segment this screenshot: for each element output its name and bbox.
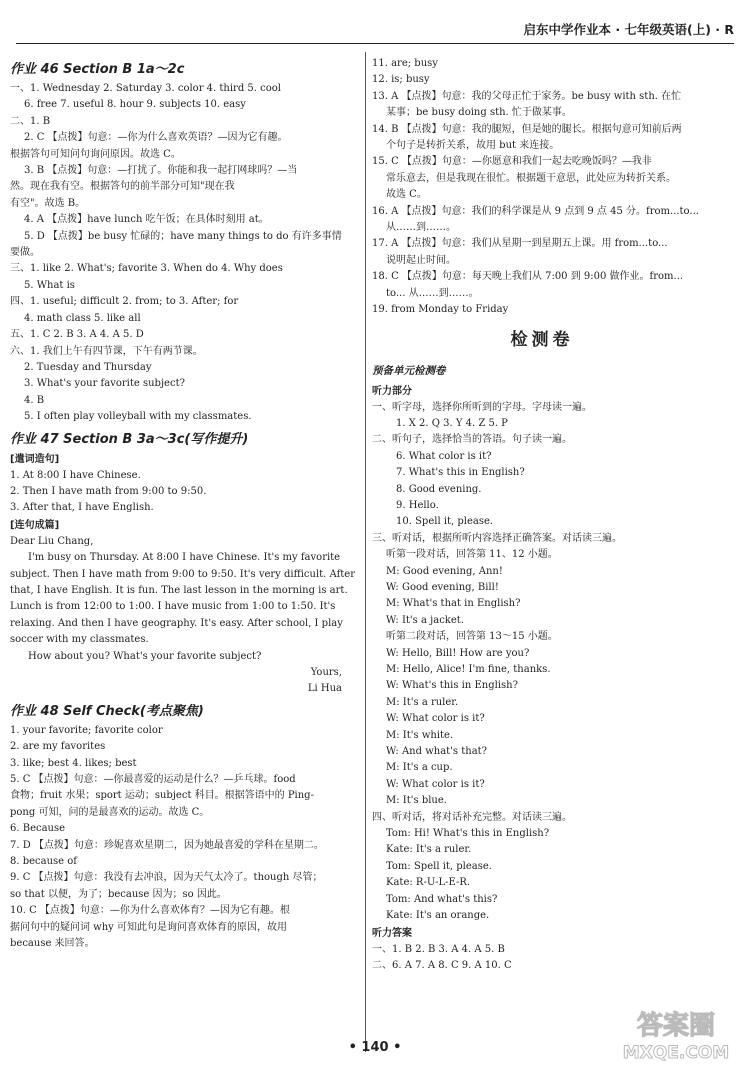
answer-line: W: And what's that?: [386, 746, 488, 758]
answer-line: 3. B 【点拨】句意：—打扰了。你能和我一起打网球吗？—当: [24, 165, 298, 177]
answer-line: W: What color is it?: [386, 778, 485, 790]
answer-line: W: It's a jacket.: [386, 614, 464, 626]
answer-line: 据问句中的疑问词 why 可知此句是询问喜欢体育的原因，故用: [10, 921, 288, 933]
answer-line: M: Good evening, Ann!: [386, 565, 503, 577]
watermark-logo: [612, 1004, 740, 1064]
right-column: [372, 56, 712, 974]
answer-line: W: Good evening, Bill!: [386, 581, 499, 593]
answer-line: M: It's a cup.: [386, 762, 453, 774]
section-title: 检测卷: [510, 329, 574, 350]
answer-line: 故选 C。: [386, 189, 427, 201]
answer-line: 11. are; busy: [372, 58, 438, 69]
answer-line: 食物；fruit 水果；sport 运动；subject 科目。根据答语中的 Ping-: [10, 790, 314, 802]
answer-line: subject. Then I have math from 9:00 to 9:50. It's very difficult. After: [10, 568, 355, 580]
answer-line: 15. C 【点拨】句意：—你愿意和我们一起去吃晚饭吗？—我非: [372, 156, 652, 168]
answer-line: 4. A 【点拨】have lunch 吃午饭；在具体时刻用 at。: [24, 214, 269, 226]
assignment-heading: 作业 47 Section B 3a～3c(写作提升): [10, 431, 249, 447]
answer-line: 2. C 【点拨】句意：—你为什么喜欢英语？—因为它有趣。: [24, 132, 288, 144]
letter-paragraph-line: I'm busy on Thursday. At 8:00 I have Chinese. It's my favorite: [28, 552, 341, 564]
answer-line: Tom: And what's this?: [386, 893, 498, 905]
answer-line: 9. Hello.: [396, 499, 439, 511]
answer-line: 5. C 【点拨】句意：—你最喜爱的运动是什么？—乒乓球。food: [10, 774, 296, 786]
answer-line: M: It's white.: [386, 729, 454, 741]
answer-line: 18. C 【点拨】句意：每天晚上我们从 7:00 到 9:00 做作业。from...: [372, 271, 684, 283]
answer-line: 2. are my favorites: [10, 741, 106, 753]
answer-line: 5. D 【点拨】be busy 忙碌的；have many things to do 有许多事情: [24, 230, 342, 242]
answer-line: 1. X 2. Q 3. Y 4. Z 5. P: [396, 417, 508, 429]
answer-line: 六、1. 我们上午有四节课，下午有两节课。: [10, 345, 203, 357]
answer-line: 7. D 【点拨】句意：珍妮喜欢星期二，因为她最喜爱的学科在星期二。: [10, 839, 324, 851]
answer-line: 听第二段对话，回答第 13～15 小题。: [386, 631, 558, 643]
left-column: [10, 56, 358, 953]
answer-line: 6. What color is it?: [396, 450, 492, 462]
letter-signature-line: Yours,: [310, 667, 342, 678]
answer-line: 某事；be busy doing sth. 忙于做某事。: [386, 107, 572, 119]
answer-line: M: It's a ruler.: [386, 696, 459, 708]
answer-line: M: Hello, Alice! I'm fine, thanks.: [386, 664, 551, 675]
answer-line: 12. is; busy: [372, 74, 430, 86]
answer-line: 8. because of: [10, 856, 77, 868]
answer-line: 14. B 【点拨】句意：我的腿短，但是她的腿长。根据句意可知前后两: [372, 123, 682, 135]
answer-line: 听第一段对话，回答第 11、12 小题。: [386, 549, 558, 561]
answer-line: 然。现在我有空。根据答句的前半部分可知"现在我: [10, 181, 235, 193]
answer-line: Kate: R-U-L-E-R.: [386, 877, 471, 889]
answer-line: M: It's blue.: [386, 795, 447, 807]
answer-line: 16. A 【点拨】句意：我们的科学课是从 9 点到 9 点 45 分。from...to...: [372, 205, 699, 217]
answer-line: 三、听对话，根据所听内容选择正确答案。对话读三遍。: [372, 532, 622, 544]
letter-signature-line: Li Hua: [307, 683, 342, 695]
answer-line: relaxing. And then I have geography. It's easy. After school, I play: [10, 617, 343, 629]
answer-line: 1. your favorite; favorite color: [10, 724, 163, 736]
answer-line: so that 以便，为了；because 因为；so 因此。: [10, 888, 227, 900]
answer-line: 13. A 【点拨】句意：我的父母正忙于家务。be busy with sth. 在忙: [372, 90, 682, 102]
answer-line: 从……到……。: [386, 222, 456, 234]
answer-line: 有空"。故选 B。: [10, 197, 86, 209]
answer-line: 二、6. A 7. A 8. C 9. A 10. C: [372, 959, 512, 971]
answer-line: Kate: It's an orange.: [386, 910, 490, 922]
answer-line: 个句子是转折关系，故用 but 来连接。: [386, 140, 560, 152]
answer-line: 9. C 【点拨】句意：我没有去冲浪，因为天气太冷了。though 尽管；: [10, 872, 323, 884]
page-number: • 140 •: [348, 1040, 402, 1055]
answer-line: 2. Tuesday and Thursday: [24, 361, 152, 373]
answer-line: 一、1. B 2. B 3. A 4. A 5. B: [372, 943, 505, 955]
answer-line: Dear Liu Chang,: [10, 535, 94, 547]
answer-line: 10. Spell it, please.: [396, 516, 494, 528]
answer-line: pong 可知，问的是最喜欢的运动。故选 C。: [10, 806, 210, 818]
answer-line: 10. C 【点拨】句意：—你为什么喜欢体育？—因为它有趣。根: [10, 905, 290, 917]
answer-line: 说明起止时间。: [386, 254, 456, 266]
answer-line: 8. Good evening.: [396, 483, 482, 495]
answer-line: 17. A 【点拨】句意：我们从星期一到星期五上课。用 from...to...: [372, 238, 668, 250]
answer-line: 要做。: [10, 247, 40, 259]
subsection-heading: 听力答案: [372, 927, 412, 939]
answer-line: Kate: It's a ruler.: [386, 844, 472, 856]
answer-line: soccer with my classmates.: [10, 634, 149, 646]
answer-line: 四、1. useful; difficult 2. from; to 3. After; for: [10, 296, 239, 308]
answer-line: M: What's that in English?: [386, 598, 521, 610]
answer-line: 根据答句可知问句询问原因。故选 C。: [10, 148, 181, 160]
answer-line: 1. At 8:00 I have Chinese.: [10, 469, 141, 481]
answer-line: 3. After that, I have English.: [10, 502, 154, 514]
column-divider: [365, 52, 366, 1052]
answer-line: 5. What is: [24, 279, 75, 291]
answer-line: 三、1. like 2. What's; favorite 3. When do 4. Why does: [10, 263, 283, 275]
answer-line: 6. Because: [10, 823, 66, 835]
answer-line: 2. Then I have math from 9:00 to 9:50.: [10, 485, 207, 497]
test-title: 预备单元检测卷: [372, 364, 446, 377]
assignment-heading: 作业 46 Section B 1a～2c: [10, 62, 185, 77]
answer-line: 五、1. C 2. B 3. A 4. A 5. D: [10, 329, 144, 341]
watermark-url: MXQE.COM: [622, 1043, 730, 1063]
answer-line: 5. I often play volleyball with my classmates.: [24, 411, 252, 423]
subsection-heading: 听力部分: [372, 385, 412, 397]
answer-line: 四、听对话，将对话补充完整。对话读三遍。: [372, 811, 572, 823]
answer-line: Tom: Hi! What's this in English?: [386, 828, 550, 840]
answer-line: 一、听字母，选择你所听到的字母。字母读一遍。: [372, 401, 592, 413]
answer-line: that, I have English. It is fun. The last lesson in the morning is art.: [10, 584, 348, 596]
answer-line: W: What color is it?: [386, 713, 485, 725]
answer-line: 常乐意去，但是我现在很忙。根据题干意思，此处应为转折关系。: [386, 172, 676, 184]
subsection-heading: [遣词造句]: [10, 453, 60, 465]
answer-line: 19. from Monday to Friday: [372, 304, 509, 316]
header-rule: [16, 43, 734, 44]
answer-line: Lunch is from 12:00 to 1:00. I have music from 1:00 to 1:50. It's: [10, 601, 336, 613]
answer-line: 4. B: [24, 394, 45, 406]
answer-line: W: What's this in English?: [386, 680, 518, 692]
answer-line: 4. math class 5. like all: [24, 312, 141, 324]
answer-line: to... 从……到……。: [386, 287, 479, 299]
answer-line: 6. free 7. useful 8. hour 9. subjects 10. easy: [24, 99, 246, 111]
answer-line: 3. like; best 4. likes; best: [10, 757, 137, 769]
assignment-heading: 作业 48 Self Check(考点聚焦): [10, 703, 204, 719]
page-header: 启东中学作业本 · 七年级英语(上) · R: [523, 22, 734, 37]
answer-line: W: Hello, Bill! How are you?: [386, 647, 530, 659]
answer-line: 一、1. Wednesday 2. Saturday 3. color 4. third 5. cool: [10, 83, 281, 94]
watermark-title: 答案圈: [636, 1011, 716, 1041]
answer-line: 3. What's your favorite subject?: [24, 378, 185, 390]
answer-line: 二、1. B: [10, 115, 51, 127]
answer-line: because 来回答。: [10, 938, 95, 950]
letter-paragraph-line: How about you? What's your favorite subject?: [28, 650, 262, 662]
answer-line: 7. What's this in English?: [396, 467, 525, 479]
subsection-heading: [连句成篇]: [10, 519, 60, 531]
answer-line: Tom: Spell it, please.: [386, 860, 492, 872]
answer-line: 二、听句子，选择恰当的答语。句子读一遍。: [372, 434, 572, 446]
